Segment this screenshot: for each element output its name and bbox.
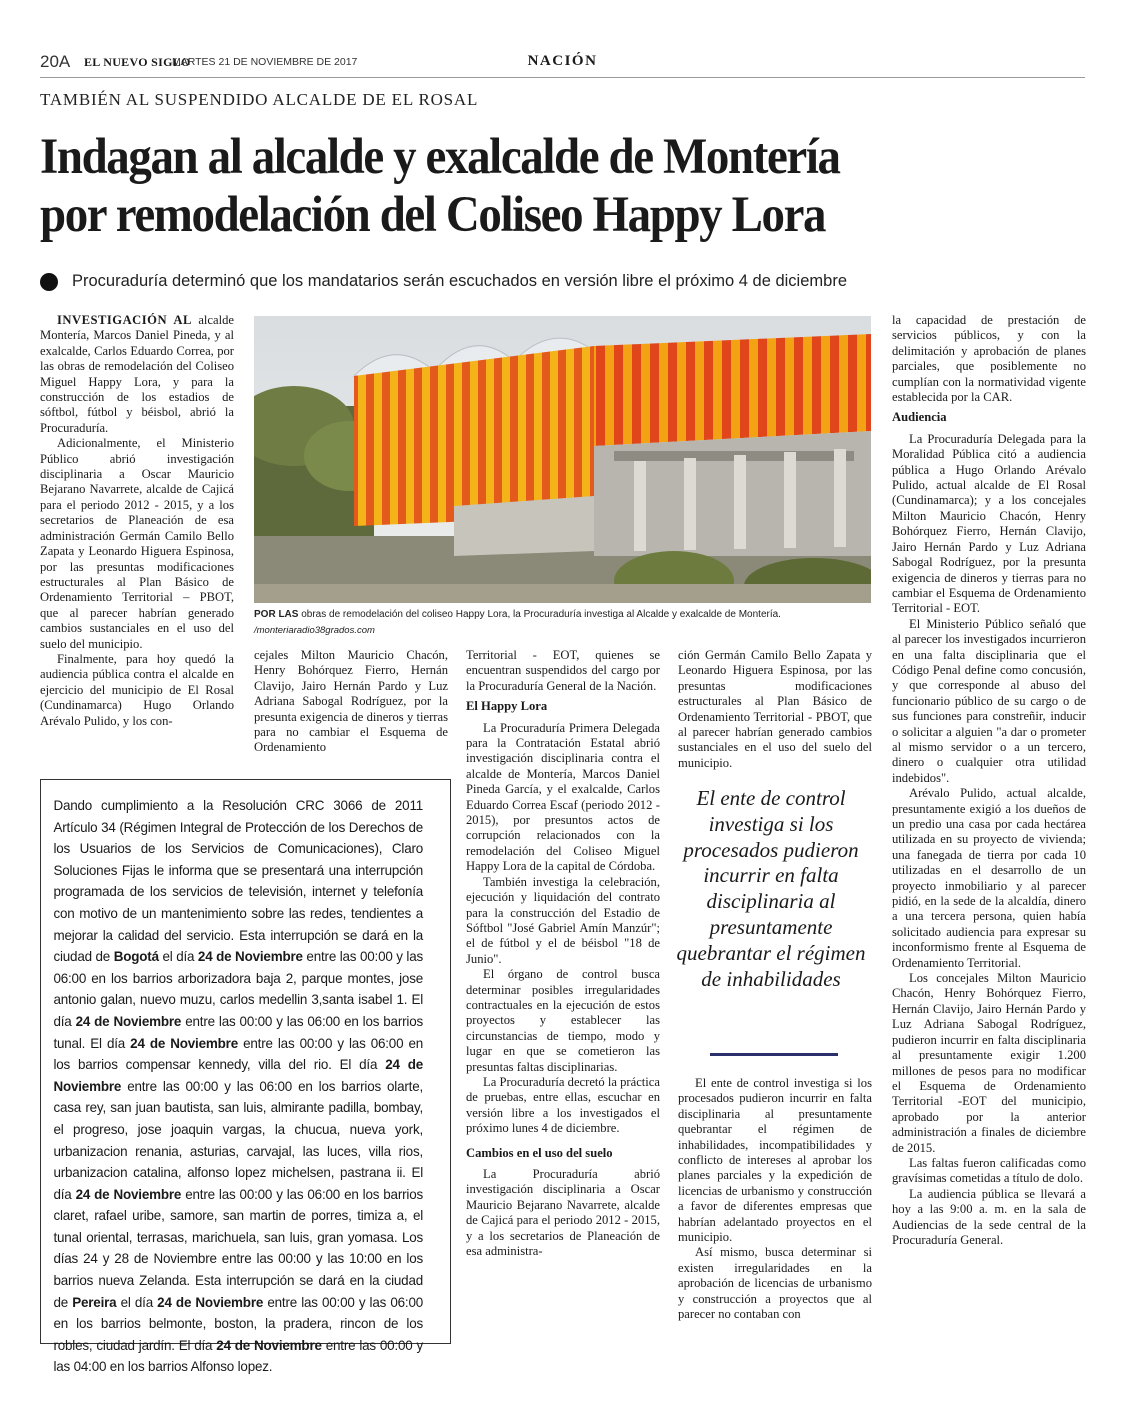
paragraph: Adicionalmente, el Ministerio Público abrió investigación disciplinaria a Oscar Mauricio Bejarano Navarrete, alcalde de Cajicá para el periodo 2012 - 2015, y a los secretarios de Planeación de esa administración Germán Camilo Bello Zapata y Leonardo Higuera Espinosa, por las presuntas modificaciones estructurales al Plan Básico de Ordenamiento Territorial – PBOT, que al parecer habrían generado cambios sustanciales en el uso del suelo del municipio. [40, 436, 234, 651]
paragraph: La audiencia pública se llevará a hoy a las 9:00 a. m. en la sala de Audiencias de la sede central de la Procuraduría General. [892, 1186, 1086, 1247]
pull-quote-rule [710, 1053, 838, 1056]
page-number: 20A [40, 52, 71, 71]
article-subhead [40, 272, 1090, 291]
paragraph: alcalde Montería, Marcos Daniel Pineda, y al exalcalde, Carlos Eduardo Correa, por las obras de remodelación del Coliseo Miguel Happy Lora, y para la construcción de los estadios de sóftbol, fútbol y béisbol, abrió la Procuraduría. [40, 313, 234, 435]
page-header [40, 52, 1085, 78]
notice-text: entre las 00:00 y las 06:00 en los barrios olarte, casa rey, san juan bautista, san luis, almirante padilla, bombay, el progreso, jose joaquin vargas, la chucua, nueva york, urbanizacion renania, asturias, carvajal, las luces, villa rios, urbanizacion catalina, alfonso lopez michelsen, pastrana ii. El día [53, 1077, 424, 1202]
subheading: Cambios en el uso del suelo [466, 1145, 613, 1160]
paragraph: Arévalo Pulido, actual alcalde, presuntamente exigió a los dueños de un predio una casa por cada hectárea utilizada en su proyecto de vivienda; una fanegada de tierra por cada 10 utilizadas en el desarrollo de un proyecto inmobiliario y al parecer pidió, en la sede de la alcaldía, dinero a una tercera persona, quien había solicitado audiencia para expresar su inconformismo frente al Esquema de Ordenamiento Territorial. [892, 786, 1086, 970]
column-4 [678, 648, 872, 771]
headline-line-2: por remodelación del Coliseo Happy Lora [40, 187, 826, 243]
notice-text: entre las 00:00 y las 06:00 en los barrios belmonte, boston, la pradera, rincon de los robles, ciudad jardín. El día [53, 1293, 424, 1353]
paragraph: Finalmente, para hoy quedó la audiencia pública contra el alcalde en ejercicio del municipio de El Rosal (Cundinamarca) Hugo Orlando Arévalo Pulido, y los con- [40, 651, 234, 728]
notice-date: 24 de Noviembre [75, 1185, 182, 1202]
paragraph: Territorial - EOT, quienes se encuentran suspendidos del cargo por la Procuraduría General de la Nación. [466, 648, 660, 693]
coliseum-photo-illustration [254, 316, 871, 603]
notice-city: Pereira [72, 1293, 117, 1310]
column-5 [892, 313, 1086, 1248]
paragraph: La Procuraduría abrió investigación disciplinaria a Oscar Mauricio Bejarano Navarrete, alcalde de Cajicá para el periodo 2012 - 2015, y a los secretarios de Planeación de esa administra- [466, 1167, 660, 1259]
column-4-lower [678, 1076, 872, 1323]
notice-city: Bogotá [113, 948, 159, 965]
subheading: El Happy Lora [466, 699, 548, 714]
paragraph: El Ministerio Público señaló que al parecer los investigados incurrieron en una falta disciplinaria que el Código Penal define como concusión, y que corresponde al abuso del funcionario público de su cargo o de sus funciones para constreñir, inducir o solicitar a alguien "a dar o prometer al mismo servidor o a un tercero, dinero o cualquier otra utilidad indebidos". [892, 616, 1086, 785]
paragraph: La Procuraduría Delegada para la Moralidad Pública citó a audiencia pública a Hugo Orlando Arévalo Pulido, actual alcalde de El Rosal (Cundinamarca); y a los concejales Milton Mauricio Chacón, Henry Bohórquez Fierro, Hernán Clavijo, Jairo Hernán Pardo y Luz Adriana Sabogal Rodríguez, por la presunta exigencia de dineros y tierras para no cambiar el Esquema de Ordenamiento Territorial - EOT. [892, 431, 1086, 616]
article-headline [40, 128, 1006, 244]
notice-text: el día [158, 948, 198, 965]
caption-text: obras de remodelación del coliseo Happy Lora, la Procuraduría investiga al Alcalde y exalcalde de Montería. [298, 609, 781, 620]
notice-date: 24 de Noviembre [53, 1056, 424, 1094]
bullet-icon [40, 273, 58, 291]
newspaper-name: EL NUEVO SIGLO [84, 55, 191, 69]
photo-caption [254, 607, 871, 639]
notice-text: entre las 00:00 y las 06:00 en los barrios claret, rafael uribe, samore, san martin de porres, timiza a, el tunal oriental, terrasas, marichuela, san luis, gran yomasa. Los días 24 y 28 de Noviembre entre las 00:00 y las 10:00 en los barrios nueva Zelanda. Esta interrupción se dará en la ciudad de [53, 1185, 424, 1310]
paragraph: Así mismo, busca determinar si existen irregularidades en la aprobación de licencias de urbanismo y construcción a proyectos que al parecer no contaban con [678, 1245, 872, 1322]
column-3 [466, 648, 660, 1259]
notice-date: 24 de Noviembre [130, 1034, 238, 1051]
pull-quote: El ente de control investiga si los procesados pudieron incurrir en falta disciplinaria al presuntamente quebrantar el régimen de inhabilidades [676, 786, 866, 991]
subhead-text: Procuraduría determinó que los mandatarios serán escuchados en versión libre el próximo 4 de diciembre [72, 272, 847, 290]
issue-date: MARTES 21 DE NOVIEMBRE DE 2017 [172, 56, 358, 68]
notice-date: 24 de Noviembre [216, 1336, 322, 1353]
paragraph: cejales Milton Mauricio Chacón, Henry Bohórquez Fierro, Hernán Clavijo, Jairo Hernán Pardo y Luz Adriana Sabogal Rodríguez, por la presunta exigencia de dineros y tierras para no cambiar el Esquema de Ordenamiento [254, 648, 448, 755]
section-name: NACIÓN [527, 53, 598, 69]
notice-text: Dando cumplimiento a la Resolución CRC 3066 de 2011 Artículo 34 (Régimen Integral de Protección de los Derechos de los Usuarios de los Servicios de Comunicaciones), Claro Soluciones Fijas le informa que se presentará una interrupción programada de los servicios de televisión, internet y telefonía con motivo de un mantenimiento sobre las redes, tendientes a mejorar la calidad del servicio. Esta interrupción se dará en la ciudad de [53, 797, 424, 965]
paragraph: la capacidad de prestación de servicios públicos, y con la delimitación y aprobación de planes parciales, que posiblemente no cumplían con la normatividad vigente establecida por la CAR. [892, 313, 1086, 405]
notice-text: el día [116, 1293, 158, 1310]
notice-text: entre las 00:00 y las 06:00 en los barrios arborizadora baja 2, parque montes, jose antonio galan, nuevo muzu, carlos medellin 3,santa isabel 1. El día [53, 948, 424, 1029]
paragraph: También investiga la celebración, ejecución y liquidación del contrato para la construcción del Estadio de Sóftbol "José Gabriel Amín Manzúr"; el de fútbol y el de béisbol "18 de Junio". [466, 874, 660, 966]
notice-date: 24 de Noviembre [75, 1012, 182, 1029]
notice-text: entre las 00:00 y las 04:00 en los barrios Alfonso lopez. [53, 1336, 424, 1375]
paragraph: La Procuraduría Primera Delegada para la Contratación Estatal abrió investigación disciplinaria contra el alcalde de Montería, Marcos Daniel Pineda García, y el exalcalde, Carlos Eduardo Correa Escaf (periodo 2012 - 2015), por presuntos actos de corrupción relacionados con la remodelación del Coliseo Miguel Happy Lora de la capital de Córdoba. [466, 720, 660, 874]
caption-lead: POR LAS [254, 609, 299, 620]
paragraph: ción Germán Camilo Bello Zapata y Leonardo Higuera Espinosa, por las presuntas modificaciones estructurales al Plan Básico de Ordenamiento Territorial - PBOT, que al parecer habrían generado cambios sustanciales en el uso del suelo del municipio. [678, 648, 872, 770]
column-2 [254, 648, 448, 756]
photo-credit: /monteriaradio38grados.com [254, 625, 375, 636]
notice-date: 24 de Noviembre [157, 1293, 264, 1310]
paragraph: Las faltas fueron calificadas como gravísimas cometidas a título de dolo. [892, 1155, 1086, 1186]
column-1 [40, 313, 234, 729]
service-notice-text [40, 795, 423, 1378]
paragraph: El órgano de control busca determinar posibles irregularidades contractuales en la ejecución de estos proyectos y establecer las circunstancias de tiempo, modo y lugar en que se cometieron las presuntas faltas disciplinarias. [466, 967, 660, 1074]
notice-text: entre las 00:00 y las 06:00 en los barrios tunal. El día [53, 1012, 424, 1051]
notice-date: 24 de Noviembre [197, 948, 303, 965]
headline-line-1: Indagan al alcalde y exalcalde de Montería [40, 129, 840, 185]
lead-in: INVESTIGACIÓN AL [57, 313, 192, 327]
paragraph: El ente de control investiga si los procesados pudieron incurrir en falta disciplinaria al presuntamente quebrantar el régimen de inhabilidades, incompatibilidades y conflicto de intereses al aprobar los planes parciales y la expedición de licencias de urbanismo y construcción a favor de diferentes empresas que habrían adelantado proyectos en el municipio. [678, 1076, 872, 1245]
coliseum-photo [254, 316, 871, 603]
paragraph: La Procuraduría decretó la práctica de pruebas, entre ellas, escuchar en versión libre a los investigados el próximo lunes 4 de diciembre. [466, 1074, 660, 1136]
subheading: Audiencia [892, 410, 947, 425]
article-kicker: TAMBIÉN AL SUSPENDIDO ALCALDE DE EL ROSAL [40, 90, 479, 109]
paragraph: Los concejales Milton Mauricio Chacón, Henry Bohórquez Fierro, Hernán Clavijo, Jairo Hernán Pardo y Luz Adriana Sabogal Rodríguez, pudieron incurrir en falta disciplinaria al presuntamente exigir 1.200 millones de pesos para no modificar el Esquema de Ordenamiento Territorial -EOT del municipio, aprobado por la anterior administración a finales de diciembre de 2015. [892, 971, 1086, 1155]
notice-text: entre las 00:00 y las 06:00 en los barrios compensar kennedy, villa del rio. El día [53, 1034, 424, 1073]
